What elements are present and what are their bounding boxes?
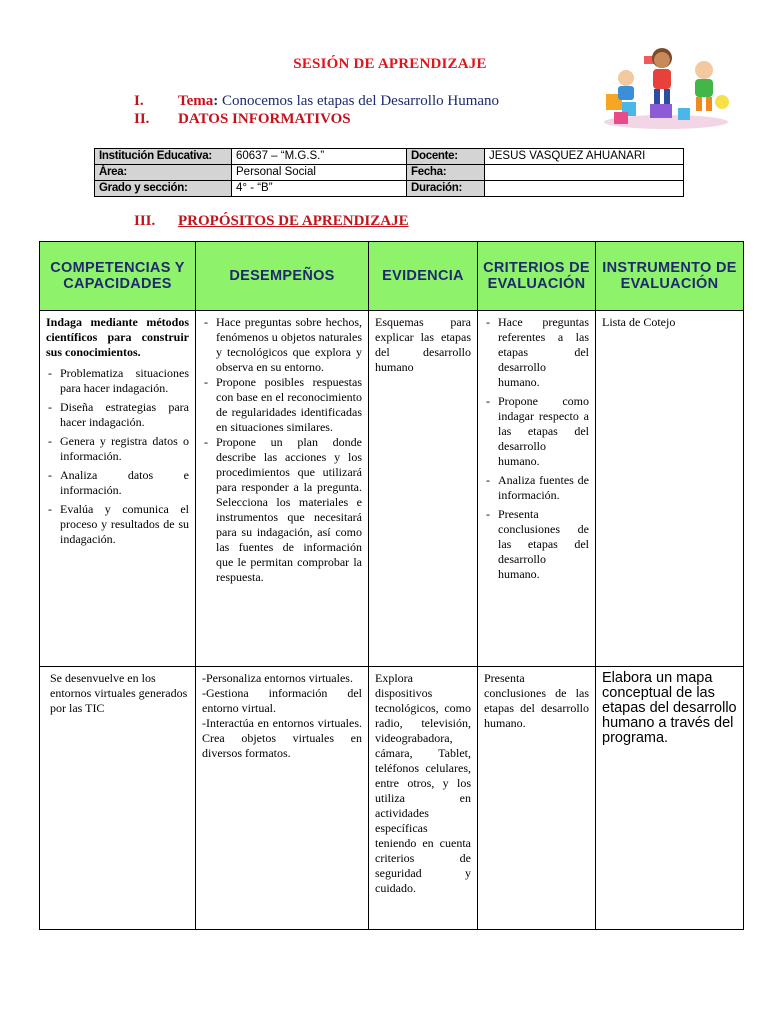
header-desempenos: DESEMPEÑOS — [196, 242, 369, 311]
desempenos-cell — [196, 311, 369, 667]
table-header-row — [40, 242, 744, 311]
duracion-label: Duración: — [407, 181, 485, 197]
table-row — [40, 311, 744, 667]
table-row — [95, 165, 684, 181]
area-label: Área: — [95, 165, 232, 181]
list-item: - Propone un plan donde describe las acciones y los procedimientos que utilizará para responder a la pregunta. Selecciona los materiales e instrumentos que necesitará para su indagación, así como las fuentes de información que le permitan comprobar la respuesta. — [202, 435, 362, 585]
propositos-label: PROPÓSITOS DE APRENDIZAJE — [178, 213, 409, 229]
institucion-label: Institución Educativa: — [95, 149, 232, 165]
criterios-cell: Presenta conclusiones de las etapas del desarrollo humano. — [478, 667, 596, 930]
header-criterios: CRITERIOS DE EVALUACIÓN — [478, 242, 596, 311]
grado-label: Grado y sección: — [95, 181, 232, 197]
competencia-cell — [40, 667, 196, 930]
competencia-cell — [40, 311, 196, 667]
instrumento-cell: Lista de Cotejo — [596, 311, 744, 667]
docente-label: Docente: — [407, 149, 485, 165]
children-playing-illustration — [596, 42, 736, 132]
section-datos — [134, 111, 351, 128]
area-value: Personal Social — [232, 165, 407, 181]
tema-colon: : — [213, 93, 219, 109]
section-number: III. — [134, 213, 156, 229]
page-title: SESIÓN DE APRENDIZAJE — [293, 56, 487, 72]
list-item: - Hace preguntas sobre hechos, fenómenos u objetos naturales y tecnológicos que explora y observa en su entorno. — [202, 315, 362, 375]
propositos-table — [39, 241, 744, 930]
section-number: II. — [134, 111, 150, 127]
table-row — [40, 667, 744, 930]
competencia-text: Se desenvuelve en los entornos virtuales generados por las TIC — [50, 671, 188, 715]
section-number: I. — [134, 93, 144, 109]
evidencia-cell: Explora dispositivos tecnológicos, como radio, televisión, videograbadora, cámara, Tablet, teléfonos celulares, entre otros, y los utiliza en actividades específicas teniendo en cuenta criterios de seguridad y cuidado. — [369, 667, 478, 930]
section-propositos — [134, 213, 409, 230]
fecha-label: Fecha: — [407, 165, 485, 181]
tema-value: Conocemos las etapas del Desarrollo Humano — [222, 93, 500, 109]
tema-label: Tema — [178, 93, 214, 109]
header-instrumento: INSTRUMENTO DE EVALUACIÓN — [596, 242, 744, 311]
section-tema — [134, 93, 499, 110]
datos-informativos-table — [94, 148, 684, 197]
list-item: - Diseña estrategias para hacer indagación. — [46, 400, 189, 430]
list-item: - Analiza fuentes de información. — [484, 473, 589, 503]
capacidades-list — [46, 366, 189, 547]
desempeno-text: -Personaliza entornos virtuales. — [202, 671, 353, 685]
instrumento-cell: Elabora un mapa conceptual de las etapas del desarrollo humano a través del programa. — [596, 667, 744, 930]
list-item: - Genera y registra datos o información. — [46, 434, 189, 464]
criterios-list — [484, 315, 589, 582]
datos-label: DATOS INFORMATIVOS — [178, 111, 351, 127]
criterios-cell — [478, 311, 596, 667]
list-item: - Evalúa y comunica el proceso y resultados de su indagación. — [46, 502, 189, 547]
header-competencias: COMPETENCIAS Y CAPACIDADES — [40, 242, 196, 311]
list-item: - Hace preguntas referentes a las etapas del desarrollo humano. — [484, 315, 589, 390]
duracion-value — [485, 181, 684, 197]
desempenos-list — [202, 315, 362, 585]
evidencia-cell: Esquemas para explicar las etapas del desarrollo humano — [369, 311, 478, 667]
list-item: - Analiza datos e información. — [46, 468, 189, 498]
table-row — [95, 149, 684, 165]
desempenos-cell — [196, 667, 369, 930]
institucion-value: 60637 – “M.G.S.” — [232, 149, 407, 165]
list-item: - Presenta conclusiones de las etapas del desarrollo humano. — [484, 507, 589, 582]
list-item: - Propone como indagar respecto a las etapas del desarrollo humano. — [484, 394, 589, 469]
grado-value: 4° - “B” — [232, 181, 407, 197]
list-item: - Propone posibles respuestas con base en el reconocimiento de regularidades identificadas en situaciones similares. — [202, 375, 362, 435]
desempeno-text: -Gestiona información del entorno virtual. — [202, 686, 362, 715]
competencia-title: Indaga mediante métodos científicos para construir sus conocimientos. — [46, 315, 189, 359]
docente-value: JESUS VASQUEZ AHUANARI — [485, 149, 684, 165]
desempeno-text: -Interactúa en entornos virtuales. Crea objetos virtuales en diversos formatos. — [202, 716, 362, 760]
list-item: - Problematiza situaciones para hacer indagación. — [46, 366, 189, 396]
table-row — [95, 181, 684, 197]
header-evidencia: EVIDENCIA — [369, 242, 478, 311]
fecha-value — [485, 165, 684, 181]
